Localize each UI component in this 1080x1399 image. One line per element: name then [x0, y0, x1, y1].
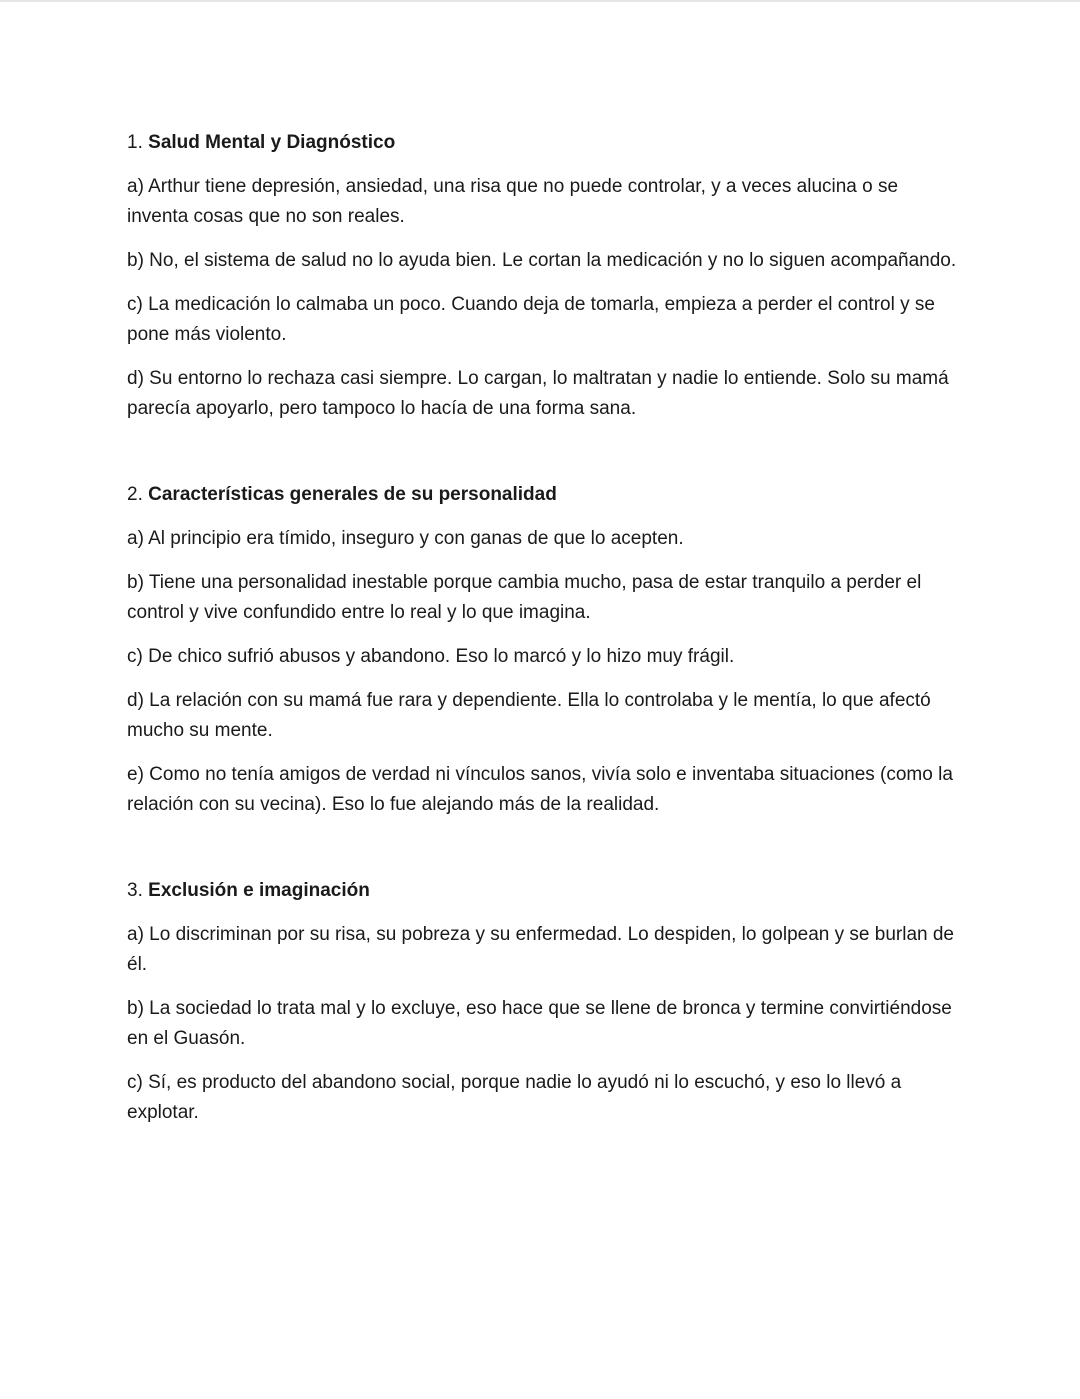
- section-number: 3.: [127, 880, 143, 901]
- answer-item: c) Sí, es producto del abandono social, porque nadie lo ayudó ni lo escuchó, y eso lo llevó a explotar.: [127, 1072, 902, 1123]
- answer-item: a) Arthur tiene depresión, ansiedad, una risa que no puede controlar, y a veces alucina o se inventa cosas que no son reales.: [127, 176, 899, 227]
- section-number: 1.: [127, 132, 143, 153]
- section-title: Características generales de su personalidad: [148, 484, 557, 505]
- section-heading: [127, 480, 957, 510]
- answer-item: b) Tiene una personalidad inestable porque cambia mucho, pasa de estar tranquilo a perder el control y vive confundido entre lo real y lo que imagina.: [127, 572, 922, 623]
- section-personalidad: [127, 480, 957, 820]
- section-number: 2.: [127, 484, 143, 505]
- answer-item: e) Como no tenía amigos de verdad ni vínculos sanos, vivía solo e inventaba situaciones (como la relación con su vecina). Eso lo fue alejando más de la realidad.: [127, 764, 953, 815]
- answer-item: d) Su entorno lo rechaza casi siempre. Lo cargan, lo maltratan y nadie lo entiende. Solo su mamá parecía apoyarlo, pero tampoco lo hacía de una forma sana.: [127, 368, 949, 419]
- answer-item: d) La relación con su mamá fue rara y dependiente. Ella lo controlaba y le mentía, lo que afectó mucho su mente.: [127, 690, 931, 741]
- answer-item: a) Lo discriminan por su risa, su pobreza y su enfermedad. Lo despiden, lo golpean y se burlan de él.: [127, 924, 954, 975]
- answer-item: c) De chico sufrió abusos y abandono. Eso lo marcó y lo hizo muy frágil.: [127, 646, 735, 667]
- answer-item: b) La sociedad lo trata mal y lo excluye, eso hace que se llene de bronca y termine convirtiéndose en el Guasón.: [127, 998, 952, 1049]
- answer-item: a) Al principio era tímido, inseguro y con ganas de que lo acepten.: [127, 528, 684, 549]
- section-salud-mental: [127, 128, 957, 424]
- section-title: Exclusión e imaginación: [148, 880, 370, 901]
- section-title: Salud Mental y Diagnóstico: [148, 132, 396, 153]
- document-page: [127, 128, 957, 1128]
- answer-item: b) No, el sistema de salud no lo ayuda bien. Le cortan la medicación y no lo siguen acompañando.: [127, 250, 957, 271]
- section-heading: [127, 876, 957, 906]
- answer-item: c) La medicación lo calmaba un poco. Cuando deja de tomarla, empieza a perder el control y se pone más violento.: [127, 294, 935, 345]
- section-heading: [127, 128, 957, 158]
- section-exclusion: [127, 876, 957, 1128]
- page-top-edge: [0, 0, 1080, 2]
